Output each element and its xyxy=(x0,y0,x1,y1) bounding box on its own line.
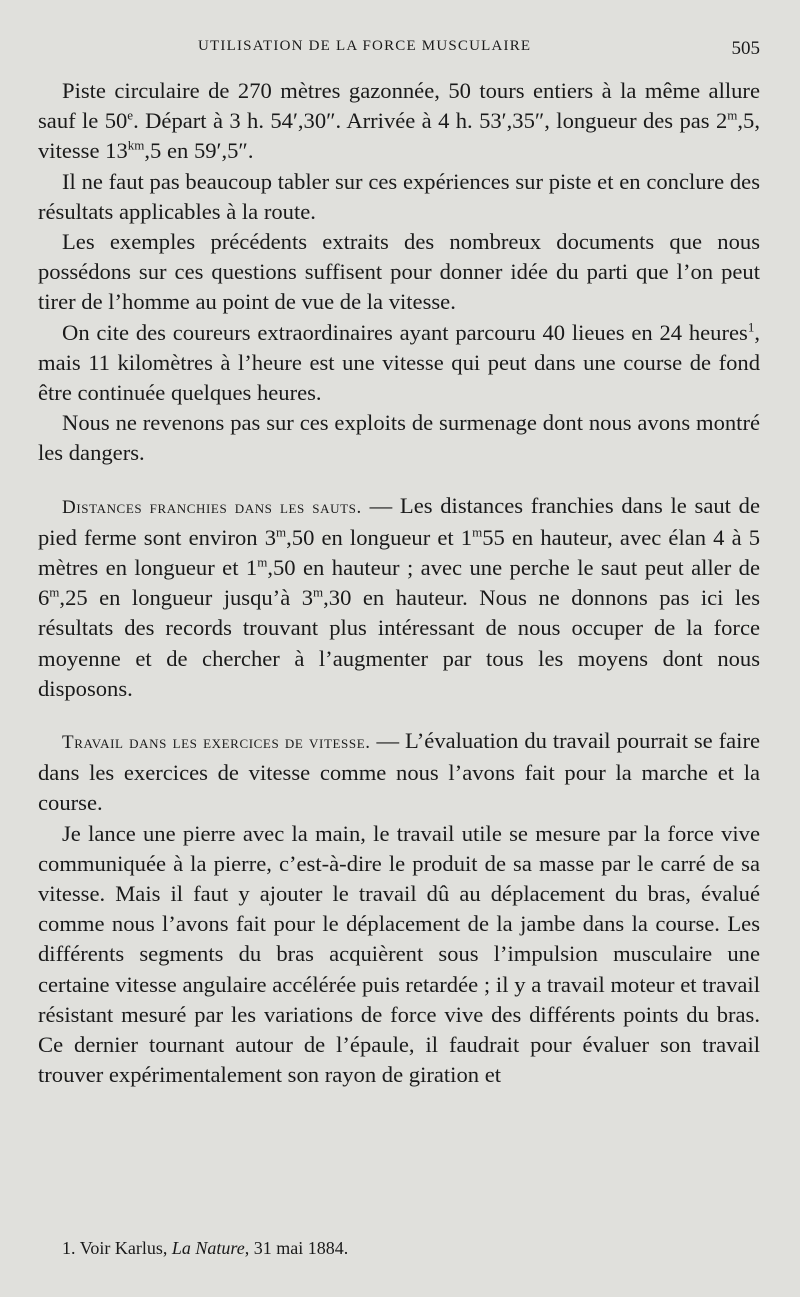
text-run: 55 en hauteur, avec élan 4 à 5 mètres en longueur et 1 xyxy=(38,524,761,581)
page-number: 505 xyxy=(731,38,760,59)
paragraph-track-run xyxy=(38,76,760,167)
footnote-marker: 1 xyxy=(747,319,755,335)
text-run: Piste circulaire de 270 mètres gazonnée, 50 tours entiers à la même allure sauf le 50 xyxy=(38,78,760,134)
body-text xyxy=(38,76,760,1091)
superscript: m xyxy=(49,584,60,600)
text-run: ,30 en hauteur. Nous ne donnons pas ici les résultats des records trouvant plus intéressant de nous occuper de la force moyenne et de chercher à l’augmenter par tous les moyens dont nous disposons. xyxy=(38,585,760,701)
paragraph-examples: Les exemples précédents extraits des nombreux documents que nous possédons sur ces questions suffisent pour donner idée du parti que l’on peut tirer de l’homme au point de vue de la vitesse. xyxy=(38,229,760,315)
superscript: km xyxy=(127,137,145,153)
section-heading-jumps: Distances franchies dans les sauts. xyxy=(62,496,362,518)
superscript: e xyxy=(127,107,134,123)
superscript: m xyxy=(313,584,324,600)
paragraph-speed-work xyxy=(38,726,760,819)
paragraph-stone-throw: Je lance une pierre avec la main, le travail utile se mesure par la force vive communiquée à la pierre, c’est-à-dire le produit de sa masse par le carré de sa vitesse. Mais il faut y ajouter le travail dû au déplacement du bras, évalué comme nous l’avons fait pour le déplacement de la jambe dans la course. Les différents segments du bras acquièrent sous l’impulsion musculaire une certaine vitesse angulaire accélérée puis retardée ; il y a travail moteur et travail résistant mesuré par les variations de force vive des différents points du bras. Ce dernier tournant autour de l’épaule, il faudrait pour évaluer son travail trouver expérimentalement son rayon de giration et xyxy=(38,820,760,1088)
footnote xyxy=(62,1238,348,1259)
text-run: On cite des coureurs extraordinaires ayant parcouru 40 lieues en 24 heures xyxy=(62,319,748,345)
text-run: , mais 11 kilomètres à l’heure est une vitesse qui peut dans une course de fond être continuée quelques heures. xyxy=(38,319,760,406)
superscript: m xyxy=(276,524,287,540)
text-run: — L’évaluation du travail pourrait se faire dans les exercices de vitesse comme nous l’avons fait pour la marche et la course. xyxy=(38,728,761,816)
paragraph-surmenage: Nous ne revenons pas sur ces exploits de surmenage dont nous avons montré les dangers. xyxy=(38,410,760,466)
running-title: UTILISATION DE LA FORCE MUSCULAIRE xyxy=(198,38,532,54)
text-run: ,5, vitesse 13 xyxy=(38,108,760,164)
superscript: m xyxy=(727,107,738,123)
text-run: ,50 en hauteur ; avec une perche le saut peut aller de 6 xyxy=(38,555,760,611)
text-run: ,5 en 59′,5″. xyxy=(144,138,254,164)
text-run: — Les distances franchies dans le saut de pied ferme sont environ 3 xyxy=(38,492,760,550)
superscript: m xyxy=(257,554,268,570)
paragraph-runners xyxy=(38,318,760,409)
footnote-number: 1. xyxy=(62,1238,76,1258)
paragraph-track-caveat: Il ne faut pas beaucoup tabler sur ces expériences sur piste et en conclure des résultats applicables à la route. xyxy=(38,168,760,224)
text-run: ,50 en longueur et 1 xyxy=(286,524,473,550)
footnote-date: , 31 mai 1884. xyxy=(244,1238,349,1258)
footnote-lead: Voir Karlus, xyxy=(79,1238,168,1258)
section-heading-speed-work: Travail dans les exercices de vitesse. xyxy=(62,732,371,754)
paragraph-jumps xyxy=(38,491,760,704)
footnote-source: La Nature xyxy=(171,1238,245,1258)
running-head xyxy=(38,36,760,66)
superscript: m xyxy=(472,524,483,540)
text-run: ,25 en longueur jusqu’à 3 xyxy=(59,585,313,611)
text-run: . Départ à 3 h. 54′,30″. Arrivée à 4 h. 53′,35″, longueur des pas 2 xyxy=(133,108,728,134)
